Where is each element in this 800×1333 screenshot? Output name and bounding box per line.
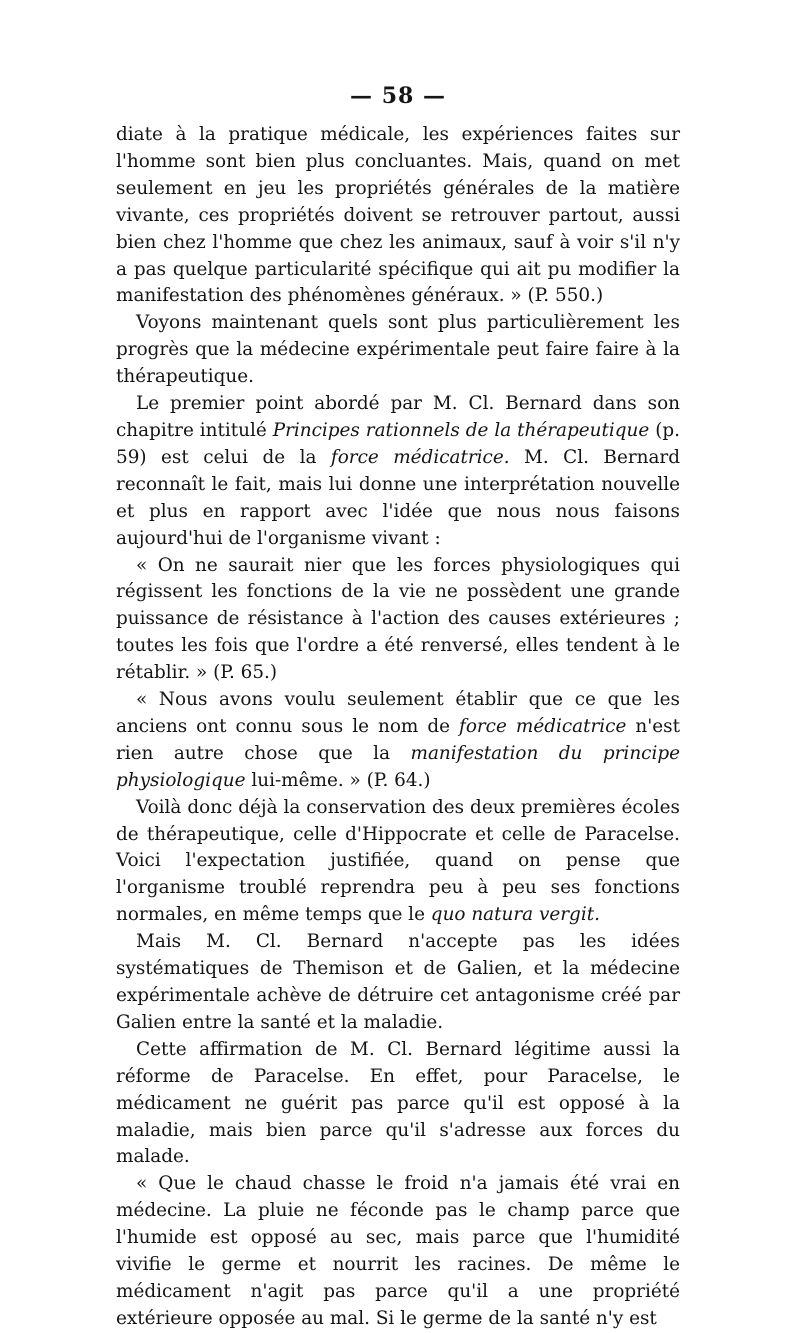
italic-text: Principes rationnels de la thérapeutique <box>272 419 650 441</box>
paragraph <box>116 553 680 688</box>
text-span: « On ne saurait nier que les forces physiologiques qui régissent les fonctions de la vie ne possèdent une grande puissance de résistance à l'action des causes extérieures ; toutes les fois que l'ordre a été renversé, elles tendent à le rétablir. » (P. 65.) <box>116 554 680 684</box>
text-span: diate à la pratique médicale, les expériences faites sur l'homme sont bien plus concluantes. Mais, quand on met seulement en jeu les propriétés générales de la matière vivante, ces propriétés doivent se retrouver partout, aussi bien chez l'homme que chez les animaux, sauf à voir s'il n'y a pas quelque particularité spécifique qui ait pu modifier la manifestation des phénomènes généraux. » (P. 550.) <box>116 124 680 307</box>
paragraph <box>116 310 680 391</box>
text-span: Voilà donc déjà la conservation des deux premières écoles de thérapeutique, celle d'Hippocrate et celle de Paracelse. Voici l'expectation justifiée, quand on pense que l'organisme troublé reprendra peu à peu ses fonctions normales, en même temps que le <box>116 796 680 926</box>
italic-text: force médicatrice. <box>330 446 510 468</box>
text-span: M. Cl. Bernard reconnaît le fait, mais lui donne une interprétation nouvelle et plus en rapport avec l'idée que nous nous faisons aujourd'hui de l'organisme vivant : <box>116 446 680 549</box>
text-span: Mais M. Cl. Bernard n'accepte pas les idées systématiques de Themison et de Galien, et la médecine expérimentale achève de détruire cet antagonisme créé par Galien entre la santé et la maladie. <box>116 931 680 1033</box>
text-span: « Nous avons voulu seulement établir que ce que les anciens ont connu sous le nom de <box>116 689 680 737</box>
text-span: (p. 59) est celui de la <box>116 419 680 468</box>
paragraph <box>116 122 680 310</box>
page-number: — 58 — <box>350 83 446 109</box>
paragraph <box>116 687 680 795</box>
book-page <box>116 84 680 1333</box>
italic-text: force médicatrice <box>459 715 627 737</box>
italic-text: manifestation du principe physiologique <box>116 742 680 791</box>
text-span: Cette affirmation de M. Cl. Bernard légitime aussi la réforme de Paracelse. En effet, pour Paracelse, le médicament ne guérit pas parce qu'il est opposé à la maladie, mais bien parce qu'il s'adresse aux forces du malade. <box>116 1038 680 1168</box>
text-span: Voyons maintenant quels sont plus particulièrement les progrès que la médecine expérimentale peut faire faire à la thérapeutique. <box>116 312 680 388</box>
body-text <box>116 122 680 1333</box>
text-span: n'est rien autre chose que la <box>116 715 680 764</box>
text-span: lui-même. » (P. 64.) <box>245 769 431 791</box>
paragraph <box>116 929 680 1037</box>
paragraph <box>116 391 680 552</box>
text-span: « Que le chaud chasse le froid n'a jamais été vrai en médecine. La pluie ne féconde pas le champ parce que l'humide est opposé au sec, mais parce que l'humidité vivifie le germe et nourrit les racines. De même le médicament n'agit pas parce qu'il a une propriété extérieure opposée au mal. Si le germe de la santé n'y est <box>116 1173 680 1329</box>
italic-text: quo natura vergit. <box>430 904 600 926</box>
paragraph <box>116 795 680 930</box>
paragraph <box>116 1037 680 1172</box>
paragraph <box>116 1171 680 1332</box>
text-span: Le premier point abordé par M. Cl. Bernard dans son chapitre intitulé <box>116 393 680 441</box>
